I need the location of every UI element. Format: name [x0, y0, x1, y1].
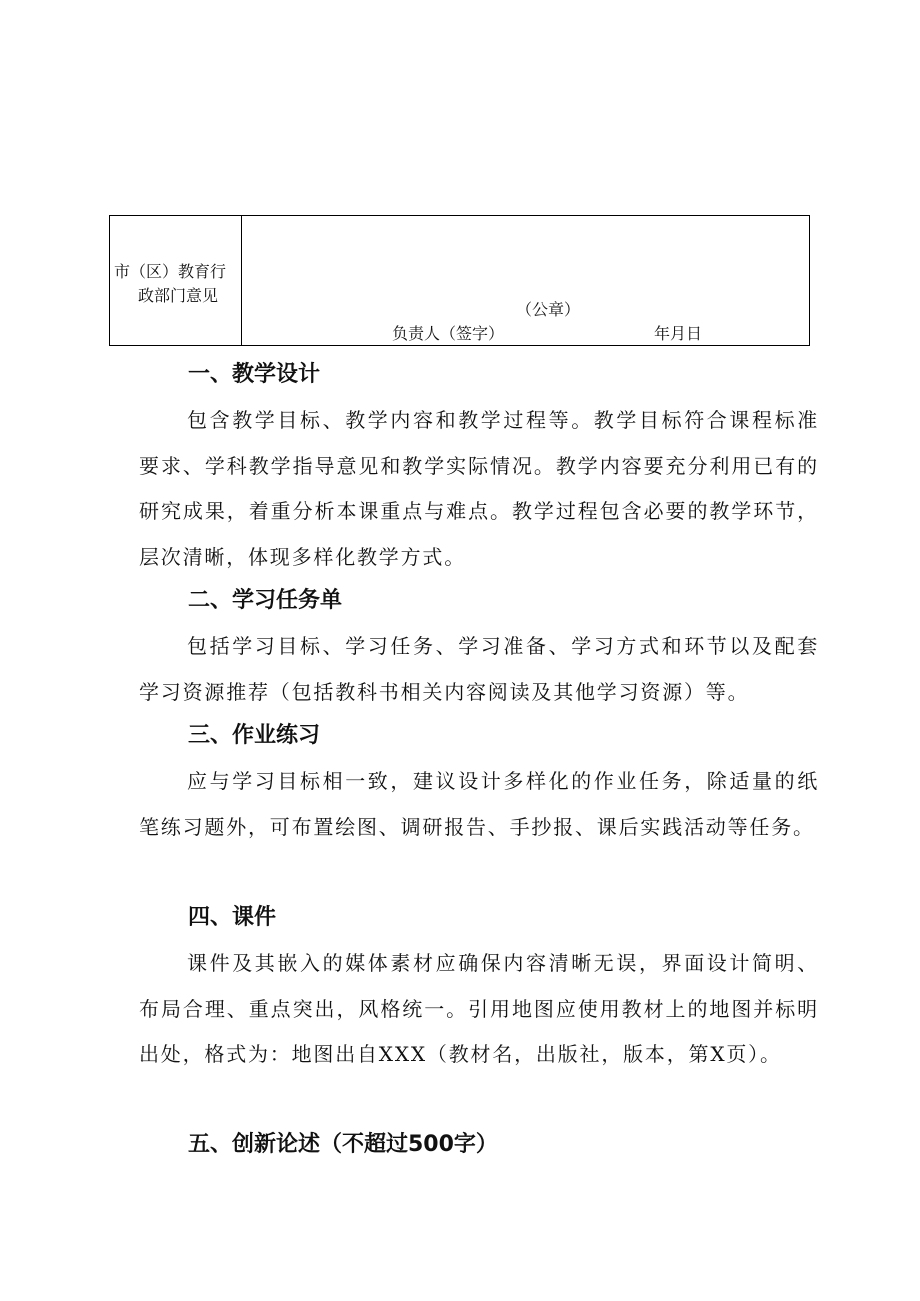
section-heading-task-sheet: 二、学习任务单 [188, 588, 343, 613]
signer-text: 负责人（签字） [392, 324, 505, 343]
section-body-teaching-design: 包含教学目标、教学内容和教学过程等。教学目标符合课程标准要求、学科教学指导意见和教学实际情况。教学内容要充分利用已有的研究成果，着重分析本课重点与难点。教学过程包含必要的教学环节，层次清晰，体现多样化教学方式。 [139, 408, 819, 569]
section-body-courseware: 课件及其嵌入的媒体素材应确保内容清晰无误，界面设计简明、布局合理、重点突出，风格统一。引用地图应使用教材上的地图并标明出处，格式为：地图出自XXX（教材名，出版社，版本，第X页）。 [139, 951, 819, 1066]
section-body-homework: 应与学习目标相一致，建议设计多样化的作业任务，除适量的纸笔练习题外，可布置绘图、调研报告、手抄报、课后实践活动等任务。 [139, 769, 819, 839]
opinion-label [114, 260, 246, 308]
section-body-task-sheet: 包括学习目标、学习任务、学习准备、学习方式和环节以及配套学习资源推荐（包括教科书相关内容阅读及其他学习资源）等。 [139, 634, 819, 704]
section-heading-teaching-design: 一、教学设计 [188, 362, 321, 387]
section-heading-courseware: 四、课件 [188, 905, 277, 930]
opinion-label-line2: 政部门意见 [138, 286, 219, 305]
date-text: 年月日 [654, 324, 703, 343]
section-heading-innovation: 五、创新论述（不超过500字） [188, 1132, 498, 1157]
seal-text: （公章） [516, 300, 581, 319]
opinion-label-line1: 市（区）教育行 [114, 262, 227, 281]
opinion-label-cell [110, 216, 242, 345]
section-heading-homework: 三、作业练习 [188, 723, 321, 748]
